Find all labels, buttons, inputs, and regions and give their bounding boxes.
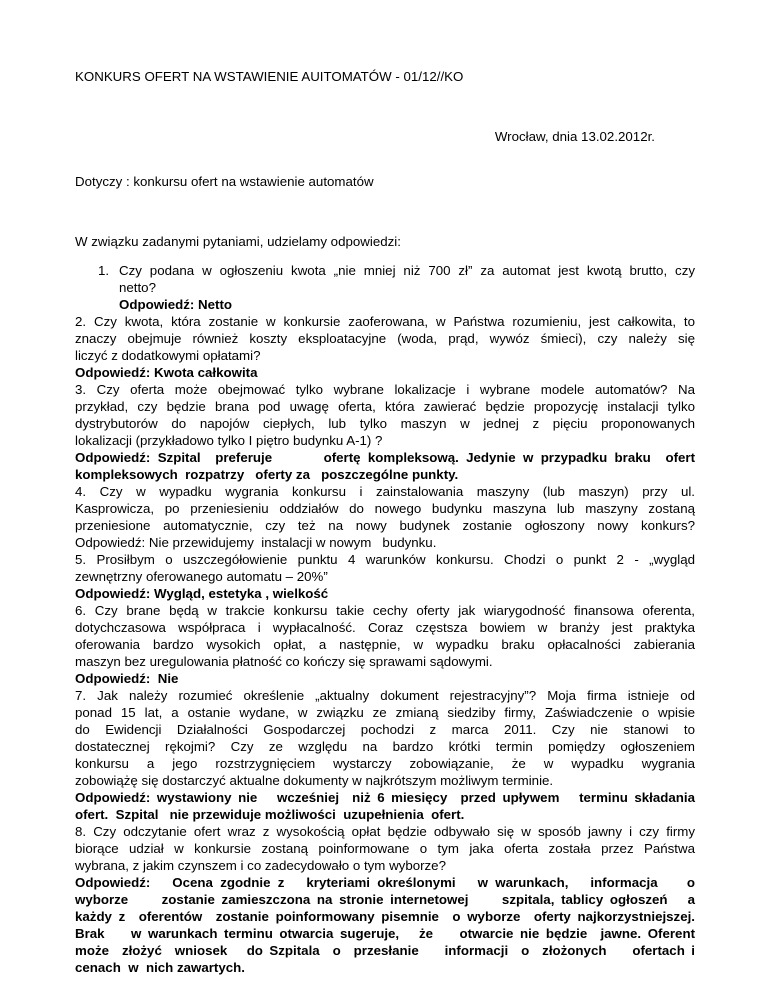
intro-line: W związku zadanymi pytaniami, udzielamy odpowiedzi: [75, 234, 401, 249]
question-7-line: konkursu a jego rozstrzygnięciem wystarczy zobowiązanie, że w wypadku wygrania [75, 756, 695, 771]
question-8-line: 8. Czy odczytanie ofert wraz z wysokością opłat będzie odbywało się w sposób jawny i czy firmy [75, 824, 695, 839]
answer-1: Odpowiedź: Netto [119, 297, 233, 312]
question-6-line: 6. Czy brane będą w trakcie konkursu takie cechy oferty jak wiarygodność finansowa oferenta, [75, 603, 695, 618]
answer-5: Odpowiedź: Wygląd, estetyka , wielkość [75, 586, 329, 601]
question-5-line: zewnętrzny oferowanego automatu – 20%” [75, 569, 328, 584]
question-6-line: maszyn bez uregulowania płatność co kończy się sprawami sądowymi. [75, 654, 493, 669]
question-5-line: 5. Prosiłbym o uszczegółowienie punktu 4 warunków konkursu. Chodzi o punkt 2 - „wygląd [75, 552, 695, 567]
answer-8-line: cenach w nich zawartych. [75, 960, 245, 975]
question-1-text-line: Czy podana w ogłoszeniu kwota „nie mniej niż 700 zł” za automat jest kwotą brutto, czy [119, 263, 695, 278]
question-3-line: 3. Czy oferta może obejmować tylko wybrane lokalizacje i wybrane modele automatów? Na [75, 382, 695, 397]
document-title: KONKURS OFERT NA WSTAWIENIE AUITOMATÓW - 01/12//KO [75, 69, 464, 84]
question-7-line: do Ewidencji Działalności Gospodarczej pochodzi z marca 2011. Czy nie stanowi to [75, 722, 695, 737]
answer-4: Odpowiedź: Nie przewidujemy instalacji w nowym budynku. [75, 535, 437, 550]
question-1-number: 1. [98, 263, 110, 278]
answer-7-line: Odpowiedź: wystawiony nie wcześniej niż 6 miesięcy przed upływem terminu składania [75, 790, 695, 805]
subject-line: Dotyczy : konkursu ofert na wstawienie automatów [75, 174, 374, 189]
question-4-line: Kasprowicza, po przeniesieniu oddziałów do nowego budynku maszyna lub maszyny zostaną [75, 501, 695, 516]
question-3-line: dystrybutorów do napojów ciepłych, lub tylko maszyn w jednej z pięciu proponowanych [75, 416, 695, 431]
question-1-text-line: netto? [119, 280, 156, 295]
date-line: Wrocław, dnia 13.02.2012r. [494, 129, 655, 144]
question-7-line: zobowiążę się dostarczyć aktualne dokumenty w najkrótszym możliwym terminie. [75, 773, 554, 788]
question-6-line: dotychczasowa współpraca i wypłacalność. Coraz częstsza bowiem w branży jest praktyka [75, 620, 695, 635]
answer-3-line: Odpowiedź: Szpital preferuje ofertę kompleksową. Jedynie w przypadku braku ofert [75, 450, 695, 465]
answer-7-line: ofert. Szpital nie przewiduje możliwości uzupełnienia ofert. [75, 807, 465, 822]
answer-8-line: Brak w warunkach terminu otwarcia sugeruje, że otwarcie nie będzie jawne. Oferent [75, 926, 695, 941]
qa-content [75, 262, 695, 976]
answer-8-line: wyborze zostanie zamieszczona na stronie internetowej szpitala, tablicy ogłoszeń a [75, 892, 695, 907]
answer-3-line: kompleksowych rozpatrzy oferty za poszczególne punkty. [75, 467, 459, 482]
question-3-line: przykład, czy będzie brana pod uwagę oferta, która zawierać będzie propozycję instalacji tylko [75, 399, 695, 414]
question-8-line: biorące udział w konkursie zostaną poinformowane o tym jaka oferta została przez Państwa [75, 841, 695, 856]
question-1 [75, 262, 695, 296]
question-4-line: 4. Czy w wypadku wygrania konkursu i zainstalowania maszyny (lub maszyn) przy ul. [75, 484, 695, 499]
answer-8-line: Odpowiedź: Ocena zgodnie z kryteriami określonymi w warunkach, informacja o [75, 875, 695, 890]
question-2-line: znaczy obejmuje również koszty eksploatacyjne (woda, prąd, wywóz śmieci), czy należy się [75, 331, 695, 346]
question-2-line: 2. Czy kwota, która zostanie w konkursie zaoferowana, w Państwa rozumieniu, jest całkowita, to [75, 314, 695, 329]
question-2-line: liczyć z dodatkowymi opłatami? [75, 348, 261, 363]
question-6-line: oferowania bardzo wysokich opłat, a następnie, w wypadku braku opłacalności zabierania [75, 637, 695, 652]
question-8-line: wybrana, z jakim czynszem i co zadecydowało o tym wyborze? [75, 858, 446, 873]
question-7-line: ponad 15 lat, a ostanie wydane, w związku ze zmianą siedziby firmy, Zaświadczenie o wpisie [75, 705, 695, 720]
answer-2: Odpowiedź: Kwota całkowita [75, 365, 258, 380]
question-3-line: lokalizacji (przykładowo tylko I piętro budynku A-1) ? [75, 433, 383, 448]
answer-6: Odpowiedź: Nie [75, 671, 179, 686]
answer-8-line: może złożyć wniosek do Szpitala o przesłanie informacji o złożonych ofertach i [75, 943, 695, 958]
answer-8-line: każdy z oferentów zostanie poinformowany pisemnie o wyborze oferty najkorzystniejszej. [75, 909, 695, 924]
question-7-line: 7. Jak należy rozumieć określenie „aktualny dokument rejestracyjny”? Moja firma istnieje od [75, 688, 695, 703]
question-4-line: przeniesione automatycznie, czy też na nowy budynek zostanie ogłoszony nowy konkurs? [75, 518, 695, 533]
question-7-line: dostatecznej rękojmi? Czy ze względu na bardzo krótki termin pomiędzy ogłoszeniem [75, 739, 695, 754]
